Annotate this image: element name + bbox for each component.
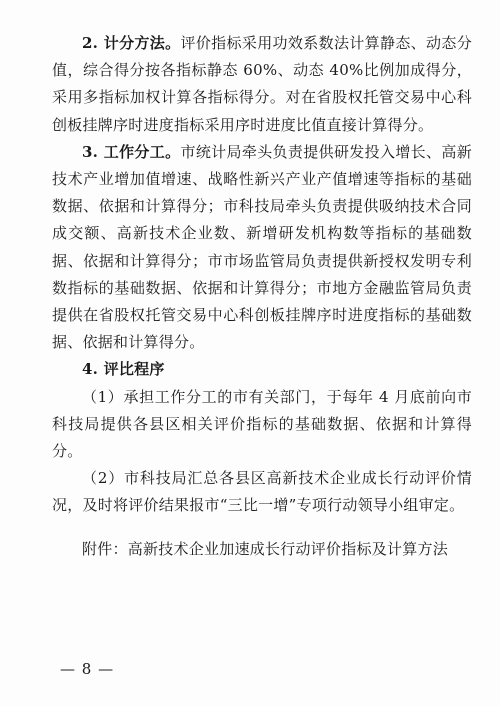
heading-work-division: 3. 工作分工。 xyxy=(82,142,181,161)
text-procedure-item-2: （2）市科技局汇总各县区高新技术企业成长行动评价情况，及时将评价结果报市“三比一增”专项行动领导小组审定。 xyxy=(52,469,472,515)
text-procedure-item-1: （1）承担工作分工的市有关部门，于每年 4 月底前向市科技局提供各县区相关评价指标的基础数据、依据和计算得分。 xyxy=(52,387,472,461)
page-number: — 8 — xyxy=(60,660,115,678)
spacer xyxy=(52,520,472,536)
heading-scoring-method: 2. 计分方法。 xyxy=(82,34,181,52)
text-work-division: 市统计局牵头负责提供研发投入增长、高新技术产业增加值增速、战略性新兴产业产值增速等指标的基础数据、依据和计算得分；市科技局牵头负责提供吸纳技术合同成交额、高新技术企业数、新增研发机构数等指标的基础数据、依据和计算得分；市市场监管局负责提供新授权发明专利数指标的基础数据、依据和计算得分；市地方金融监管局负责提供在省股权托管交易中心科创板挂牌序时进度指标的基础数据、依据和计算得分。 xyxy=(52,142,472,352)
text-attachment: 附件：高新技术企业加速成长行动评价指标及计算方法 xyxy=(82,539,449,558)
heading-evaluation-procedure: 4. 评比程序 xyxy=(82,360,165,379)
paragraph-evaluation-procedure-heading xyxy=(52,356,472,383)
paragraph-scoring-method xyxy=(52,30,472,139)
text-scoring-method: 评价指标采用功效系数法计算静态、动态分值，综合得分按各指标静态 60%、动态 40%比例加成得分，采用多指标加权计算各指标得分。对在省股权托管交易中心科创板挂牌序时进度指标采用序时进度比值直接计算得分。 xyxy=(52,34,472,134)
paragraph-work-division xyxy=(52,139,472,357)
document-body xyxy=(52,30,472,563)
paragraph-attachment xyxy=(52,536,472,563)
paragraph-procedure-item-1 xyxy=(52,384,472,466)
paragraph-procedure-item-2 xyxy=(52,465,472,519)
